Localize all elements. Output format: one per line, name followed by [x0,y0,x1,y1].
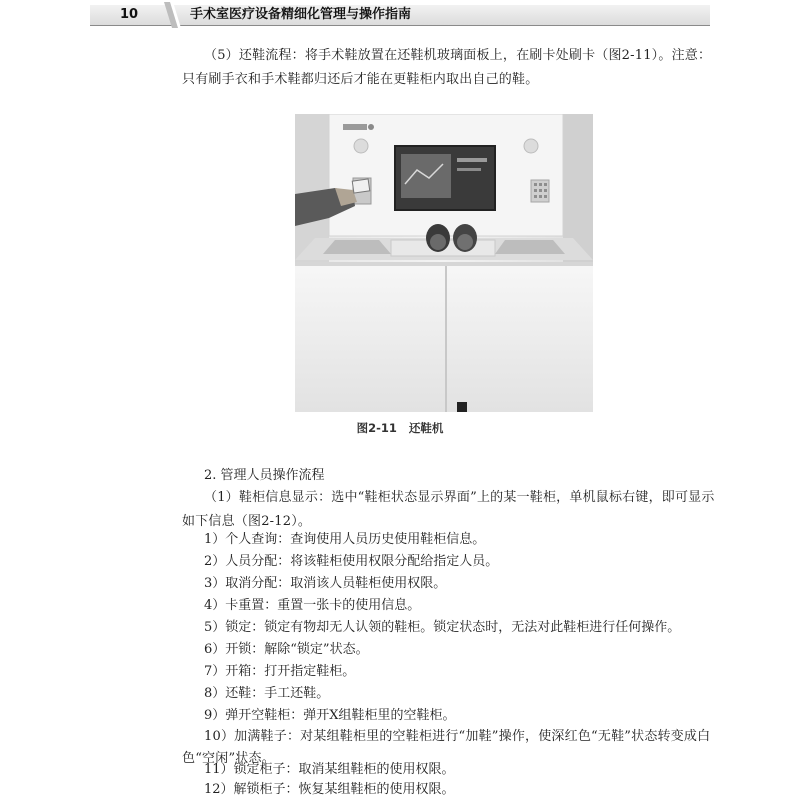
list-item: 9）弹开空鞋柜：弹开X组鞋柜里的空鞋柜。 [204,708,456,723]
list-item: 6）开锁：解除“锁定”状态。 [204,642,369,657]
figure-photo-shoe-return-machine [295,114,593,412]
figure-caption [0,420,800,436]
lead-paragraph: （1）鞋柜信息显示：选中“鞋柜状态显示界面”上的某一鞋柜，单机鼠标右键，即可显示如下信息（图2-12）。 [182,490,715,529]
list-item: 4）卡重置：重置一张卡的使用信息。 [204,598,421,613]
shoe-return-machine-illustration [295,114,593,412]
list-item: 8）还鞋：手工还鞋。 [204,686,330,701]
list-item: 12）解锁柜子：恢复某组鞋柜的使用权限。 [204,782,455,797]
list-item: 5）锁定：锁定有物却无人认领的鞋柜。锁定状态时，无法对此鞋柜进行任何操作。 [204,620,681,635]
header-divider-icon [160,2,184,28]
figure-number: 图2-11 [356,421,397,435]
list-item: 1）个人查询：查询使用人员历史使用鞋柜信息。 [204,532,486,547]
list-item: 7）开箱：打开指定鞋柜。 [204,664,356,679]
list-item: 2）人员分配：将该鞋柜使用权限分配给指定人员。 [204,554,499,569]
list-item: 10）加满鞋子：对某组鞋柜里的空鞋柜进行“加鞋”操作，使深红色“无鞋”状态转变成白色“空闲”状态。 [182,729,711,766]
intro-paragraph: （5）还鞋流程：将手术鞋放置在还鞋机玻璃面板上，在刷卡处刷卡（图2-11）。注意：只有刷手衣和手术鞋都归还后才能在更鞋柜内取出自己的鞋。 [182,48,712,87]
book-title: 手术室医疗设备精细化管理与操作指南 [190,7,412,22]
figure-title: 还鞋机 [408,421,444,435]
list-item: 11）锁定柜子：取消某组鞋柜的使用权限。 [204,762,455,777]
list-item: 3）取消分配：取消该人员鞋柜使用权限。 [204,576,447,591]
section-heading: 2. 管理人员操作流程 [204,468,325,483]
page-number: 10 [119,7,139,22]
